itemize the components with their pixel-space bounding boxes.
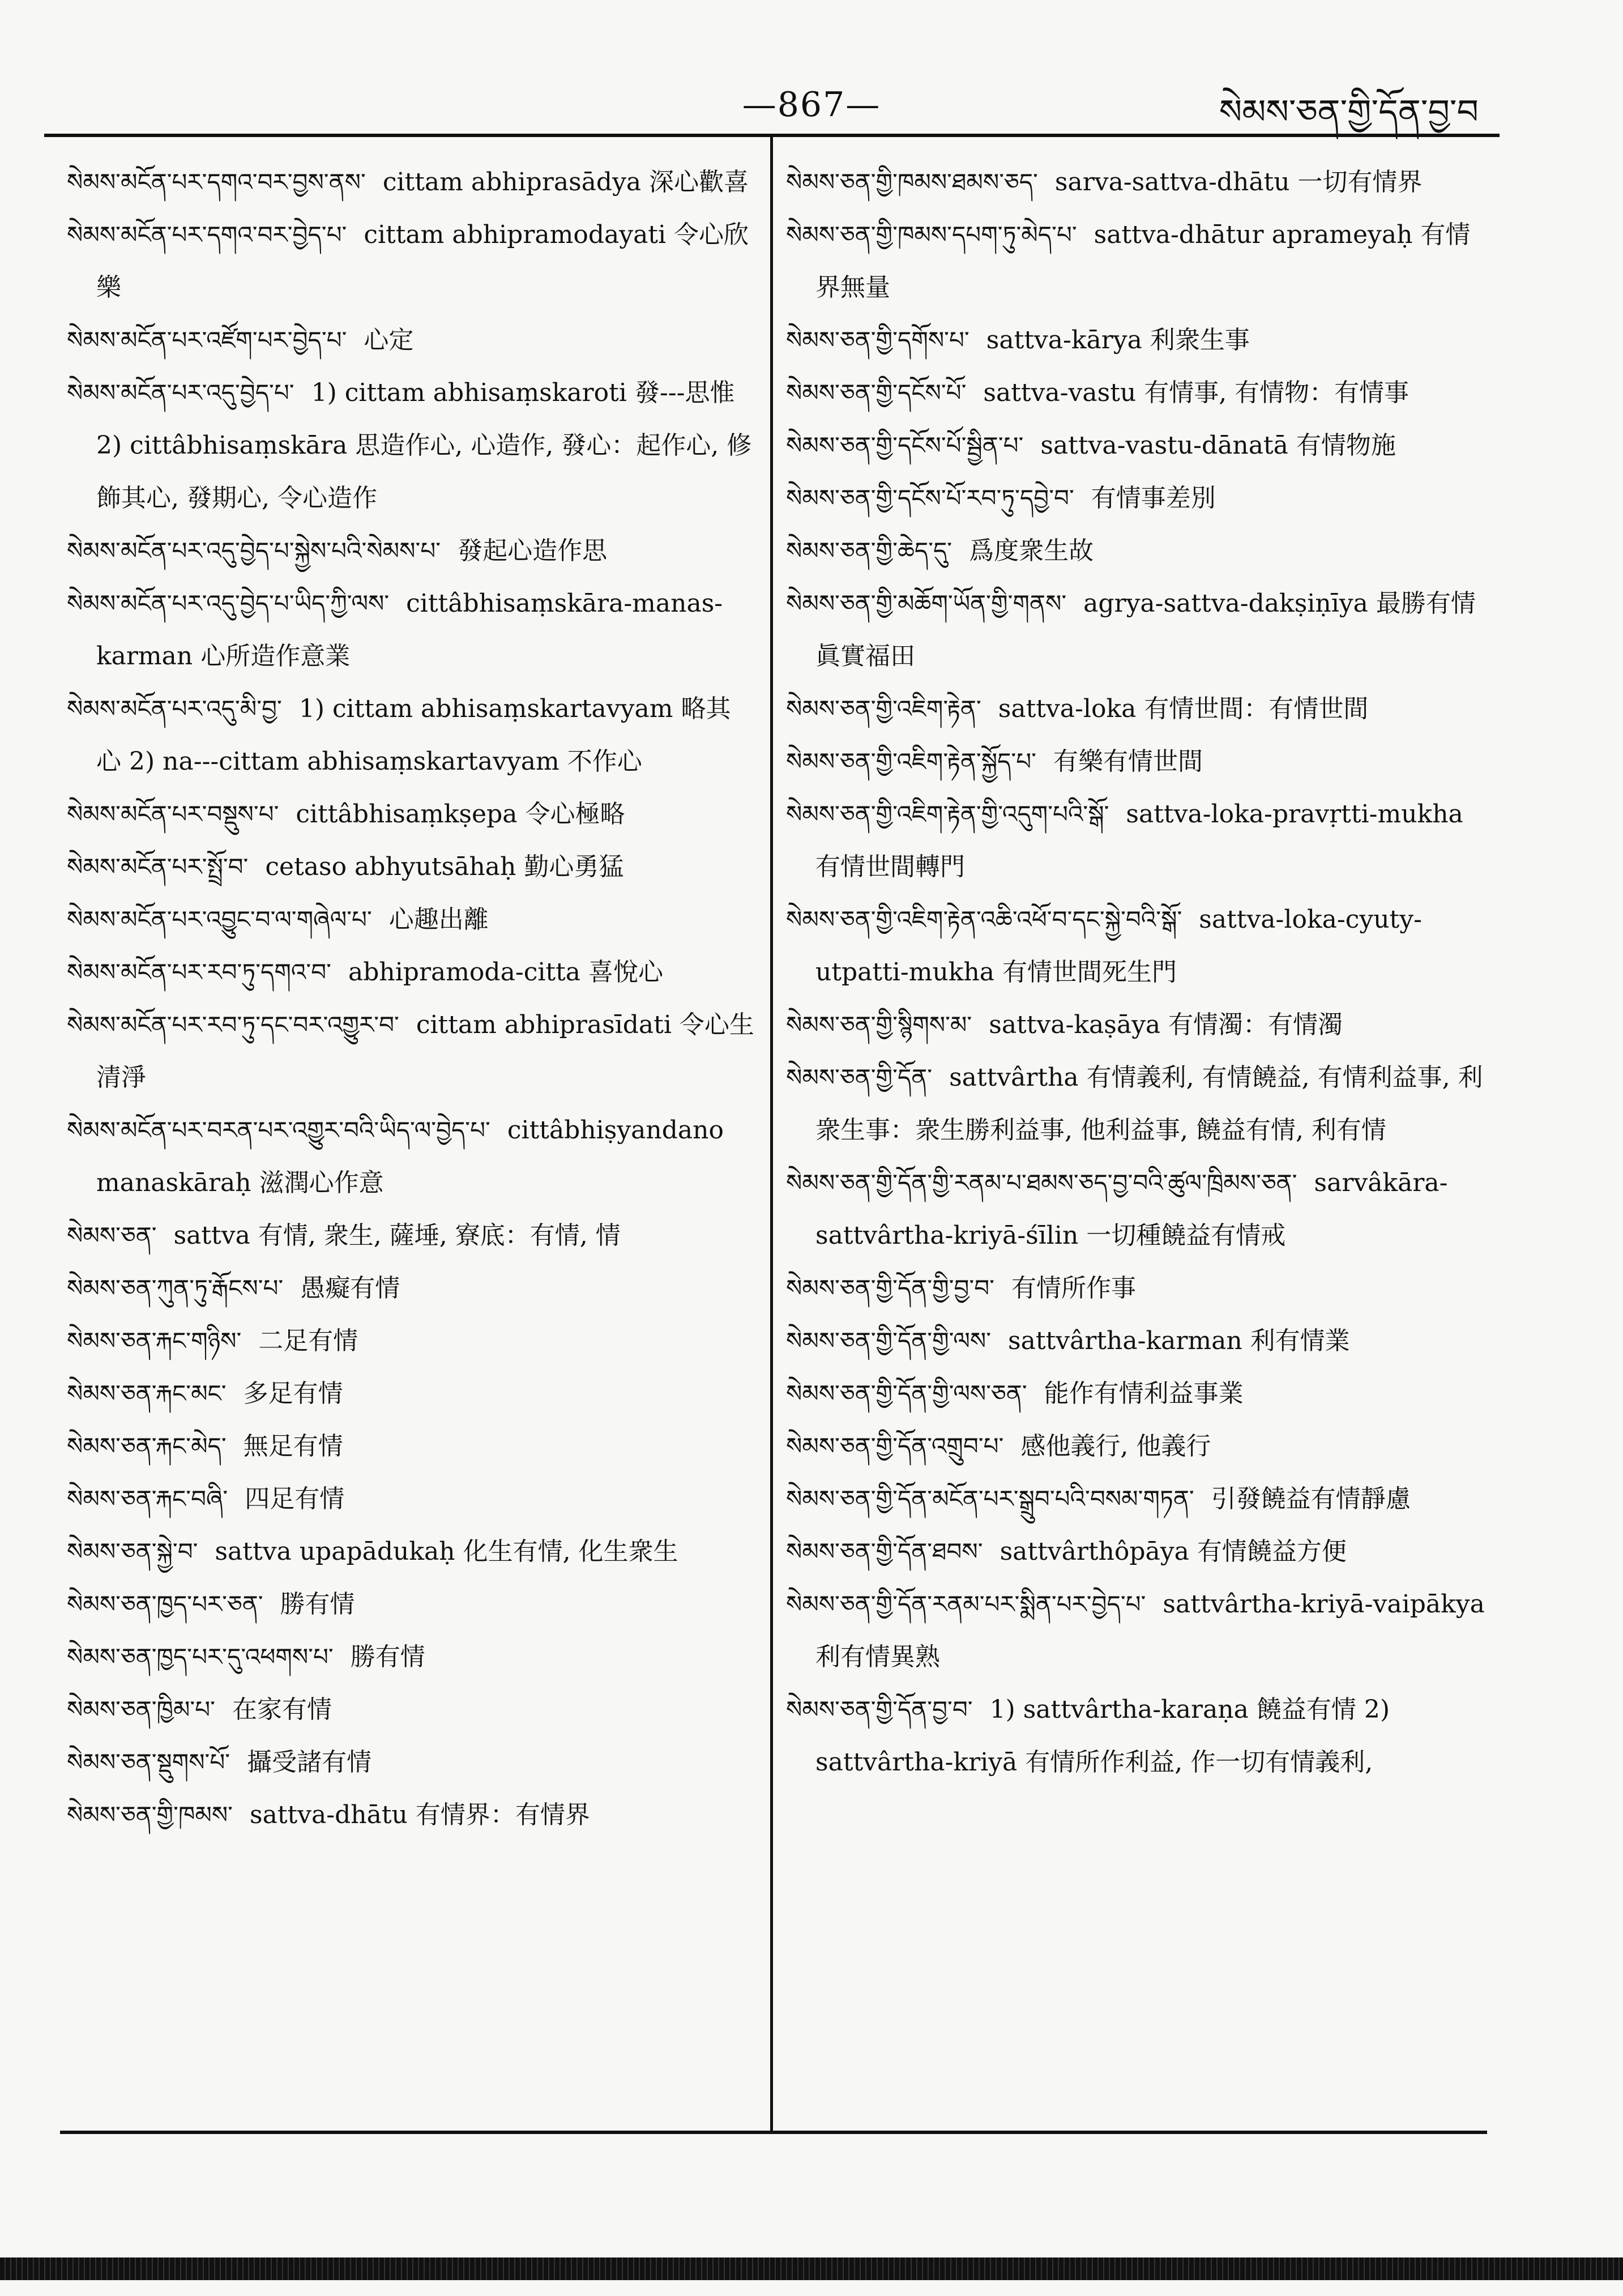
tibetan-headword: སེམས་ཅན་ཀུན་ཏུ་རྒོངས་པ་ xyxy=(67,1274,284,1302)
tibetan-headword: སེམས་མངོན་པར་བསྡུས་པ་ xyxy=(67,800,279,828)
entry-gloss: sattva 有情, 衆生, 薩埵, 寮底：有情, 情 xyxy=(173,1221,621,1250)
tibetan-headword: སེམས་ཅན་རྐང་མེད་ xyxy=(67,1432,227,1460)
scan-edge xyxy=(0,2257,1623,2280)
entry-gloss: 心趣出離 xyxy=(388,905,489,934)
entry-gloss: sattva upapādukaḥ 化生有情, 化生衆生 xyxy=(215,1537,678,1566)
dictionary-entry xyxy=(67,998,755,1104)
entry-gloss: sarvâkāra-sattvârtha-kriyā-śīlin 一切種饒益有情戒 xyxy=(815,1168,1448,1250)
dictionary-entry xyxy=(786,1578,1488,1683)
dictionary-entry xyxy=(67,1209,755,1262)
dictionary-entry xyxy=(67,1683,755,1736)
running-head: སེམས་ཅན་གྱི་དོན་བྱ་བ xyxy=(1219,92,1479,132)
dictionary-entry xyxy=(786,577,1488,682)
tibetan-headword: སེམས་མངོན་པར་འཛོག་པར་བྱེད་པ་ xyxy=(67,326,347,354)
entry-gloss: sattvârtha-kriyā-vaipākya 利有情異熟 xyxy=(815,1590,1485,1671)
tibetan-headword: སེམས་ཅན་རྐང་བཞི་ xyxy=(67,1485,228,1513)
tibetan-headword: སེམས་ཅན་གྱི་འཇིག་རྟེན་ xyxy=(786,695,981,723)
right-column xyxy=(786,156,1488,1789)
dictionary-entry xyxy=(786,1420,1488,1473)
column-divider xyxy=(770,137,773,2131)
tibetan-headword: སེམས་ཅན་གྱི་དོན་ xyxy=(786,1064,933,1091)
entry-gloss: cittam abhiprasādya 深心歡喜 xyxy=(382,168,749,197)
tibetan-headword: སེམས་མངོན་པར་སྤྲོ་བ་ xyxy=(67,853,249,881)
dictionary-entry xyxy=(786,1156,1488,1262)
entry-gloss: sattvârtha-karman 利有情業 xyxy=(1008,1326,1350,1355)
entry-gloss: cittam abhipramodayati 令心欣樂 xyxy=(96,220,749,302)
entry-gloss: 無足有情 xyxy=(243,1432,343,1461)
entry-gloss: 心定 xyxy=(364,326,414,355)
entry-gloss: 有情所作事 xyxy=(1011,1274,1136,1303)
dictionary-entry xyxy=(786,419,1488,472)
entry-gloss: 1) sattvârtha-karaṇa 饒益有情 2) sattvârtha-kriyā 有情所作利益, 作一切有情義利, xyxy=(815,1695,1390,1777)
tibetan-headword: སེམས་ཅན་གྱི་ཁམས་དཔག་ཏུ་མེད་པ་ xyxy=(786,221,1077,249)
tibetan-headword: སེམས་མངོན་པར་འདུ་མི་བྱ་ xyxy=(67,695,282,723)
entry-gloss: 感他義行, 他義行 xyxy=(1020,1432,1211,1461)
dictionary-entry xyxy=(786,156,1488,208)
tibetan-headword: སེམས་ཅན་གྱི་དོན་གྱི་བྱ་བ་ xyxy=(786,1274,994,1302)
dictionary-entry xyxy=(786,1683,1488,1789)
dictionary-entry xyxy=(786,1473,1488,1525)
dictionary-entry xyxy=(67,366,755,524)
tibetan-headword: སེམས་ཅན་གྱི་དོན་གྱི་ལས་ xyxy=(786,1327,992,1355)
tibetan-headword: སེམས་ཅན་གྱི་དོན་བྱ་བ་ xyxy=(786,1696,973,1723)
entry-gloss: abhipramoda-citta 喜悅心 xyxy=(348,958,663,987)
dictionary-entry xyxy=(67,1736,755,1789)
tibetan-headword: སེམས་མངོན་པར་འདུ་བྱེད་པ་ཡིད་ཀྱི་ལས་ xyxy=(67,590,390,617)
tibetan-headword: སེམས་མངོན་པར་འདུ་བྱེད་པ་སྐྱེས་པའི་སེམས་པ་ xyxy=(67,537,441,565)
entry-gloss: cittâbhisaṃkṣepa 令心極略 xyxy=(296,800,625,829)
entry-gloss: sattvârtha 有情義利, 有情饒益, 有情利益事, 利衆生事：衆生勝利益事, 他利益事, 饒益有情, 利有情 xyxy=(815,1063,1483,1145)
entry-gloss: sattva-loka-cyuty-utpatti-mukha 有情世間死生門 xyxy=(815,905,1422,987)
dictionary-entry xyxy=(786,524,1488,577)
dictionary-entry xyxy=(67,208,755,314)
dictionary-entry xyxy=(67,1262,755,1315)
tibetan-headword: སེམས་ཅན་གྱི་དགོས་པ་ xyxy=(786,326,969,354)
entry-gloss: 1) cittam abhisaṃskartavyam 略其心 2) na---cittam abhisaṃskartavyam 不作心 xyxy=(96,694,731,776)
tibetan-headword: སེམས་ཅན་ཁྱད་པར་ཅན་ xyxy=(67,1590,263,1618)
footer-rule xyxy=(60,2131,1487,2134)
entry-gloss: sattva-vastu 有情事, 有情物：有情事 xyxy=(983,378,1410,407)
dictionary-entry xyxy=(786,788,1488,893)
tibetan-headword: སེམས་མངོན་པར་འདུ་བྱེད་པ་ xyxy=(67,379,294,407)
tibetan-headword: སེམས་ཅན་གྱི་འཇིག་རྟེན་སྐྱོད་པ་ xyxy=(786,748,1036,775)
dictionary-entry xyxy=(786,1051,1488,1156)
tibetan-headword: སེམས་ཅན་ཁྱད་པར་དུ་འཕགས་པ་ xyxy=(67,1643,334,1671)
entry-gloss: 爲度衆生故 xyxy=(969,536,1094,565)
tibetan-headword: སེམས་ཅན་གྱི་ཁམས་ xyxy=(67,1801,233,1829)
tibetan-headword: སེམས་ཅན་རྐང་གཉིས་ xyxy=(67,1327,242,1355)
entry-gloss: sattva-dhātur aprameyaḥ 有情界無量 xyxy=(815,220,1471,302)
dictionary-entry xyxy=(786,314,1488,366)
dictionary-entry xyxy=(67,840,755,893)
dictionary-entry xyxy=(67,1631,755,1683)
entry-gloss: 有樂有情世間 xyxy=(1053,747,1203,776)
dictionary-entry xyxy=(67,577,755,682)
dictionary-entry xyxy=(786,998,1488,1051)
entry-gloss: agrya-sattva-dakṣiṇīya 最勝有情眞實福田 xyxy=(815,589,1476,671)
dictionary-entry xyxy=(786,208,1488,314)
dictionary-entry xyxy=(786,735,1488,788)
tibetan-headword: སེམས་མངོན་པར་རབ་ཏུ་དགའ་བ་ xyxy=(67,958,331,986)
dictionary-entry xyxy=(67,1473,755,1525)
tibetan-headword: སེམས་ཅན་གྱི་དངོས་པོ་རབ་ཏུ་དབྱེ་བ་ xyxy=(786,484,1074,512)
dictionary-entry xyxy=(67,682,755,788)
tibetan-headword: སེམས་ཅན་གྱི་ཆེད་དུ་ xyxy=(786,537,953,565)
tibetan-headword: སེམས་མངོན་པར་འབྱུང་བ་ལ་གཞེལ་པ་ xyxy=(67,906,372,933)
entry-gloss: 有情事差別 xyxy=(1091,484,1216,513)
entry-gloss: 多足有情 xyxy=(243,1379,343,1408)
tibetan-headword: སེམས་ཅན་གྱི་དོན་གྱི་རནམ་པ་ཐམས་ཅད་བྱ་བའི་ཚུལ་ཁྲིམས་ཅན་ xyxy=(786,1169,1297,1197)
dictionary-entry xyxy=(786,682,1488,735)
entry-gloss: cittâbhiṣyandano manaskāraḥ 滋潤心作意 xyxy=(96,1116,724,1197)
entry-gloss: sattva-kārya 利衆生事 xyxy=(986,326,1250,355)
dictionary-entry xyxy=(67,1104,755,1209)
entry-gloss: sattva-dhātu 有情界：有情界 xyxy=(250,1800,590,1829)
tibetan-headword: སེམས་ཅན་གྱི་དངོས་པོ་སྦྱིན་པ་ xyxy=(786,432,1024,459)
entry-gloss: sarva-sattva-dhātu 一切有情界 xyxy=(1054,168,1423,197)
left-column xyxy=(67,156,755,1841)
tibetan-headword: སེམས་ཅན་གྱི་དོན་འགྲུབ་པ་ xyxy=(786,1432,1004,1460)
entry-gloss: 勝有情 xyxy=(280,1590,355,1619)
dictionary-entry xyxy=(786,472,1488,524)
dictionary-entry xyxy=(67,946,755,998)
tibetan-headword: སེམས་ཅན་གྱི་དོན་གྱི་ལས་ཅན་ xyxy=(786,1380,1027,1407)
entry-gloss: 能作有情利益事業 xyxy=(1044,1379,1244,1408)
dictionary-entry xyxy=(67,314,755,366)
dictionary-entry xyxy=(786,1525,1488,1578)
tibetan-headword: སེམས་མངོན་པར་རབ་ཏུ་དང་བར་འགྱུར་བ་ xyxy=(67,1011,399,1039)
dictionary-entry xyxy=(786,1262,1488,1315)
dictionary-entry xyxy=(67,1525,755,1578)
dictionary-entry xyxy=(67,1367,755,1420)
tibetan-headword: སེམས་ཅན་གྱི་སྙིགས་མ་ xyxy=(786,1011,972,1039)
entry-gloss: 在家有情 xyxy=(232,1695,332,1724)
entry-gloss: 勝有情 xyxy=(350,1642,425,1671)
dictionary-entry xyxy=(786,893,1488,998)
entry-gloss: 四足有情 xyxy=(245,1484,345,1513)
entry-gloss: 1) cittam abhisaṃskaroti 發---思惟 2) cittâbhisaṃskāra 思造作心, 心造作, 發心：起作心, 修飾其心, 發期心, 令心造作 xyxy=(96,378,752,513)
tibetan-headword: སེམས་ཅན་ xyxy=(67,1222,157,1249)
dictionary-entry xyxy=(786,1367,1488,1420)
dictionary-entry xyxy=(67,1789,755,1841)
entry-gloss: 二足有情 xyxy=(258,1326,358,1355)
tibetan-headword: སེམས་མངོན་པར་དགའ་བར་བྱས་ནས་ xyxy=(67,168,366,196)
tibetan-headword: སེམས་ཅན་གྱི་ཁམས་ཐམས་ཅད་ xyxy=(786,168,1038,196)
dictionary-entry xyxy=(67,1420,755,1473)
entry-gloss: cetaso abhyutsāhaḥ 勤心勇猛 xyxy=(265,852,624,881)
tibetan-headword: སེམས་ཅན་གྱི་འཇིག་རྟེན་འཆི་འཕོ་བ་དང་སྐྱེ་བའི་སྒོ་ xyxy=(786,906,1182,933)
page-number: —867— xyxy=(742,85,881,125)
dictionary-entry xyxy=(67,1578,755,1631)
tibetan-headword: སེམས་ཅན་གྱི་འཇིག་རྟེན་གྱི་འདུག་པའི་སྒོ་ xyxy=(786,800,1109,828)
tibetan-headword: སེམས་ཅན་གྱི་དངོས་པོ་ xyxy=(786,379,967,407)
dictionary-entry xyxy=(67,1315,755,1367)
tibetan-headword: སེམས་ཅན་གྱི་དོན་མངོན་པར་སྒྲུབ་པའི་བསམ་གཏན་ xyxy=(786,1485,1194,1513)
dictionary-entry xyxy=(786,366,1488,419)
entry-gloss: cittam abhiprasīdati 令心生清淨 xyxy=(96,1010,754,1092)
tibetan-headword: སེམས་ཅན་སྐྱེ་བ་ xyxy=(67,1538,198,1565)
tibetan-headword: སེམས་ཅན་གྱི་མཆོག་ཡོན་གྱི་གནས་ xyxy=(786,590,1067,617)
tibetan-headword: སེམས་ཅན་རྐང་མང་ xyxy=(67,1380,227,1407)
tibetan-headword: སེམས་ཅན་གྱི་དོན་རནམ་པར་སྨིན་པར་བྱེད་པ་ xyxy=(786,1590,1146,1618)
entry-gloss: 發起心造作思 xyxy=(458,536,608,565)
dictionary-entry xyxy=(786,1315,1488,1367)
tibetan-headword: སེམས་ཅན་ཁྱིམ་པ་ xyxy=(67,1696,215,1723)
entry-gloss: 引發饒益有情靜慮 xyxy=(1211,1484,1411,1513)
entry-gloss: sattva-loka 有情世間：有情世間 xyxy=(998,694,1369,723)
entry-gloss: 愚癡有情 xyxy=(300,1274,400,1303)
tibetan-headword: སེམས་མངོན་པར་བརན་པར་འགྱུར་བའི་ཡིད་ལ་བྱེད་པ་ xyxy=(67,1116,490,1144)
tibetan-headword: སེམས་མངོན་པར་དགའ་བར་བྱེད་པ་ xyxy=(67,221,347,249)
dictionary-entry xyxy=(67,788,755,840)
tibetan-headword: སེམས་ཅན་གྱི་དོན་ཐབས་ xyxy=(786,1538,983,1565)
tibetan-headword: སེམས་ཅན་སྡུགས་པོ་ xyxy=(67,1748,230,1776)
entry-gloss: sattva-loka-pravṛtti-mukha 有情世間轉門 xyxy=(815,800,1463,881)
entry-gloss: sattva-vastu-dānatā 有情物施 xyxy=(1040,431,1396,460)
dictionary-entry xyxy=(67,524,755,577)
entry-gloss: 攝受諸有情 xyxy=(247,1748,372,1777)
entry-gloss: sattva-kaṣāya 有情濁：有情濁 xyxy=(989,1010,1343,1039)
dictionary-entry xyxy=(67,893,755,946)
entry-gloss: sattvârthôpāya 有情饒益方便 xyxy=(1000,1537,1347,1566)
entry-gloss: cittâbhisaṃskāra-manas-karman 心所造作意業 xyxy=(96,589,723,671)
dictionary-entry xyxy=(67,156,755,208)
